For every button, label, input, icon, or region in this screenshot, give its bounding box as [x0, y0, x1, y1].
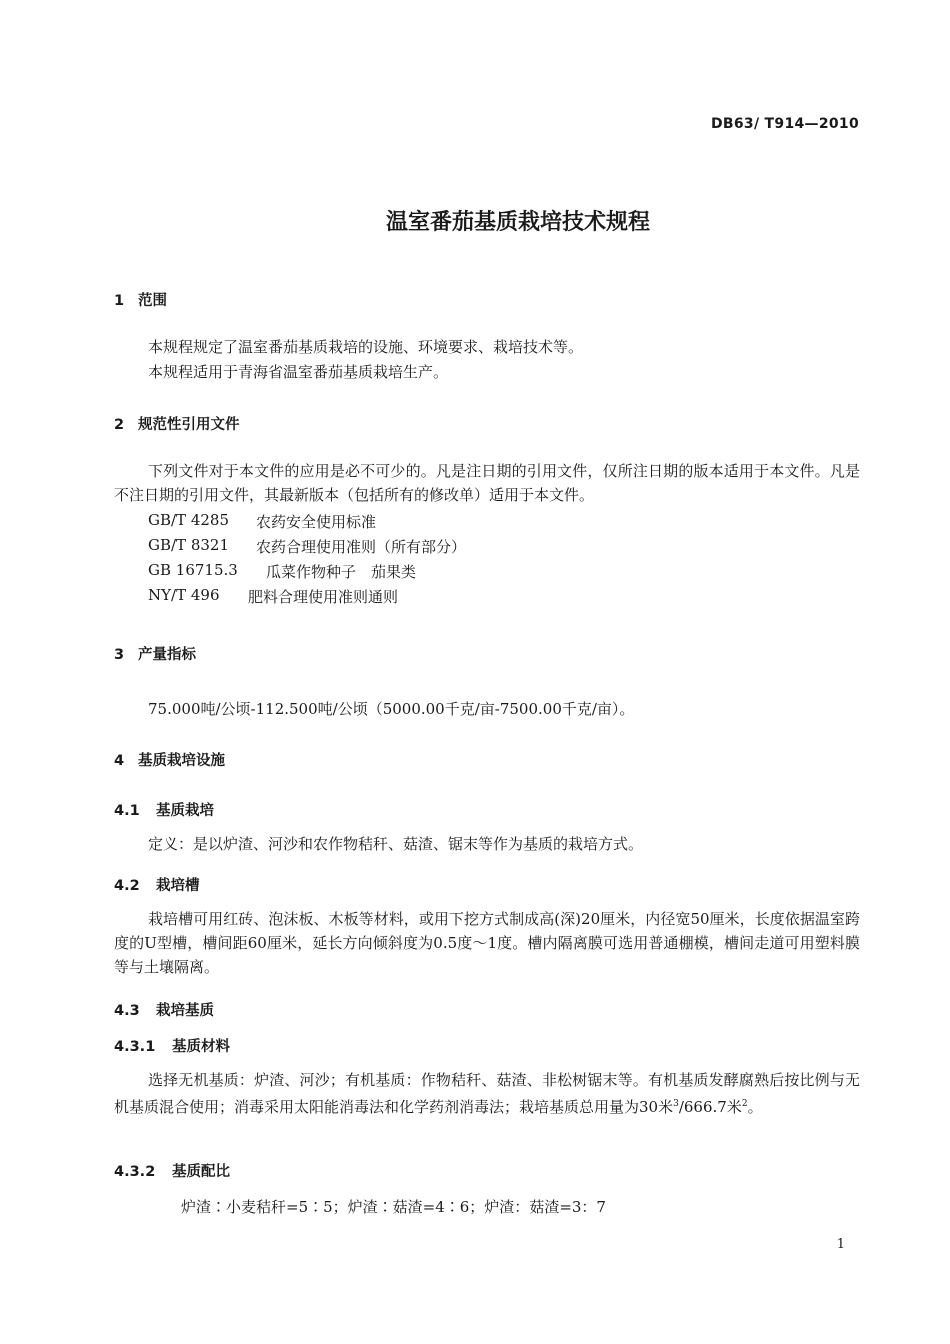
section-number: 4.3.1 — [114, 1039, 156, 1055]
document-title: 温室番茄基质栽培技术规程 — [385, 210, 650, 235]
section-number: 4.3.2 — [114, 1164, 156, 1180]
reference-code: NY/T 496 — [148, 586, 220, 604]
section-number: 1 — [114, 293, 125, 309]
section-title: 基质栽培设施 — [138, 753, 225, 769]
scope-line-1: 本规程规定了温室番茄基质栽培的设施、环境要求、栽培技术等。 — [148, 338, 584, 356]
section-number: 4.1 — [114, 803, 140, 819]
section-number: 4.3 — [114, 1003, 140, 1019]
trough-description: 栽培槽可用红砖、泡沫板、木板等材料，或用下挖方式制成高(深)20厘米，内径宽50厘米，长度依据温室跨度的U型槽，槽间距60厘米，延长方向倾斜度为0.5度～1度。槽内隔离膜可选用普通棚模，槽间走道可用塑料膜等与土壤隔离。 — [114, 910, 860, 976]
materials-text-mid: /666.7米 — [678, 1098, 742, 1116]
section-4-3-1-heading — [114, 1035, 230, 1056]
section-2-heading — [114, 413, 240, 434]
reference-item — [148, 586, 399, 606]
section-number: 3 — [114, 647, 125, 663]
section-number: 4 — [114, 753, 125, 769]
section-4-3-heading — [114, 999, 214, 1020]
section-title: 基质材料 — [172, 1039, 230, 1055]
page-number: 1 — [836, 1237, 845, 1252]
reference-item — [148, 561, 417, 581]
materials-text-end: 。 — [747, 1098, 763, 1116]
section-4-2-heading — [114, 874, 200, 895]
section-1-heading — [114, 289, 167, 310]
standard-code: DB63/ T914—2010 — [711, 116, 859, 132]
section-title: 栽培槽 — [156, 878, 200, 894]
materials-text: 选择无机基质：炉渣、河沙；有机基质：作物秸秆、菇渣、非松树锯末等。有机基质发酵腐熟后按比例与无机基质混合使用；消毒采用太阳能消毒法和化学药剂消毒法；栽培基质总用量为30米 — [114, 1071, 860, 1116]
section-title: 规范性引用文件 — [138, 417, 240, 433]
substrate-materials — [114, 1068, 860, 1119]
section-number: 2 — [114, 417, 125, 433]
yield-text: 75.000吨/公顷-112.500吨/公顷（5000.00千克/亩-7500.00千克/亩）。 — [148, 700, 635, 718]
section-4-1-heading — [114, 799, 214, 820]
superscript-square: 2 — [741, 1099, 748, 1109]
reference-title: 肥料合理使用准则通则 — [248, 588, 399, 606]
reference-item — [148, 511, 377, 531]
section-3-heading — [114, 643, 196, 664]
reference-title: 农药合理使用准则（所有部分） — [256, 538, 467, 556]
section-title: 范围 — [138, 293, 167, 309]
reference-item — [148, 536, 467, 556]
section-title: 基质配比 — [172, 1164, 230, 1180]
section-title: 产量指标 — [138, 647, 196, 663]
section-4-heading — [114, 749, 225, 770]
superscript-cubic: 3 — [673, 1099, 679, 1109]
normative-intro: 下列文件对于本文件的应用是必不可少的。凡是注日期的引用文件，仅所注日期的版本适用于本文件。凡是不注日期的引用文件，其最新版本（包括所有的修改单）适用于本文件。 — [114, 462, 860, 504]
substrate-ratio: 炉渣∶小麦秸秆=5∶5；炉渣∶菇渣=4∶6；炉渣：菇渣=3：7 — [181, 1198, 606, 1216]
section-title: 基质栽培 — [156, 803, 214, 819]
reference-code: GB 16715.3 — [148, 561, 238, 579]
section-title: 栽培基质 — [156, 1003, 214, 1019]
substrate-definition: 定义：是以炉渣、河沙和农作物秸秆、菇渣、锯末等作为基质的栽培方式。 — [148, 835, 644, 853]
reference-title: 瓜菜作物种子 茄果类 — [266, 563, 417, 581]
reference-title: 农药安全使用标准 — [256, 513, 377, 531]
reference-code: GB/T 8321 — [148, 536, 230, 554]
reference-code: GB/T 4285 — [148, 511, 230, 529]
scope-line-2: 本规程适用于青海省温室番茄基质栽培生产。 — [148, 363, 449, 381]
section-number: 4.2 — [114, 878, 140, 894]
section-4-3-2-heading — [114, 1160, 230, 1181]
